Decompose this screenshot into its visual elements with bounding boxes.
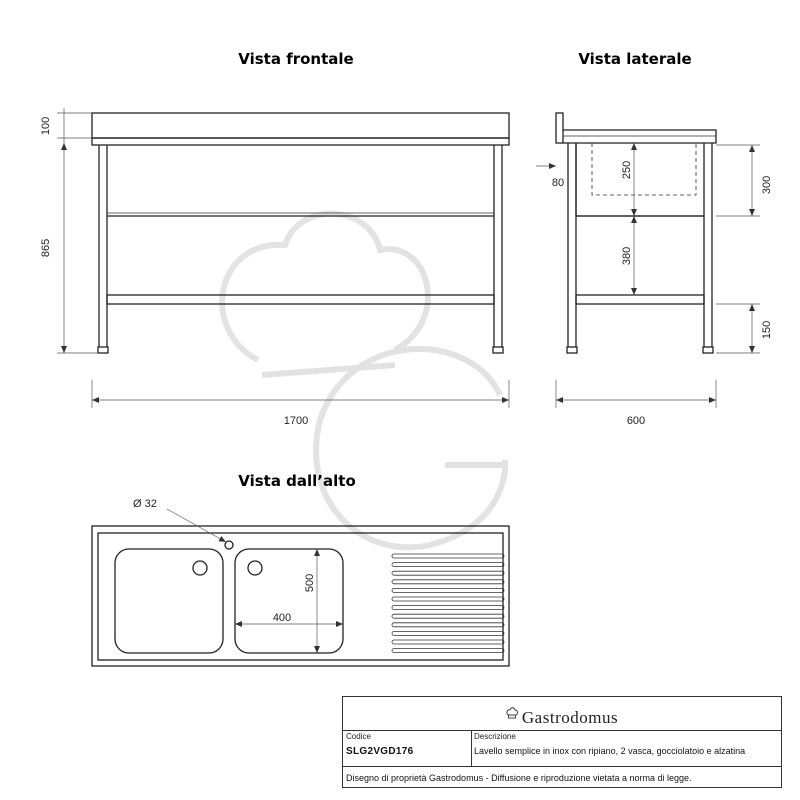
drainer-groove <box>392 631 504 635</box>
dim-side-top: 300 <box>761 175 773 195</box>
dim-side-bottom: 150 <box>761 320 773 340</box>
drainer-groove <box>392 563 504 567</box>
drainer-groove <box>392 614 504 618</box>
dim-upstand-height: 100 <box>40 116 52 136</box>
drainer-groove <box>392 571 504 575</box>
title-block-row <box>343 730 781 767</box>
dim-total-depth: 600 <box>626 415 646 427</box>
drainer-groove <box>392 588 504 592</box>
code-label: Codice <box>346 732 371 741</box>
dim-side-offset: 80 <box>551 177 565 189</box>
description-cell <box>471 730 781 766</box>
front-view <box>40 108 509 427</box>
dim-body-height: 865 <box>40 238 52 258</box>
code-cell <box>343 730 472 766</box>
drainer-groove <box>392 580 504 584</box>
drainer-groove <box>392 554 504 558</box>
ownership-notice: Disegno di proprietà Gastrodomus - Diffusione e riproduzione vietata a norma di legge. <box>346 773 692 783</box>
front-view-title: Vista frontale <box>238 50 354 68</box>
top-view-title: Vista dall’alto <box>238 472 356 490</box>
drainer-groove <box>392 649 504 653</box>
drainer-groove <box>392 606 504 610</box>
dim-bowl-length: 500 <box>304 573 316 593</box>
dim-bowl-depth: 250 <box>621 160 633 180</box>
chef-hat-icon <box>506 707 518 721</box>
dim-bowl-width: 400 <box>272 612 292 624</box>
dim-under-bowl: 380 <box>621 246 633 266</box>
title-block-logo <box>343 697 781 731</box>
top-view <box>92 498 509 666</box>
description-value: Lavello semplice in inox con ripiano, 2 vasca, gocciolatoio e alzatina <box>474 746 746 756</box>
drainer-grooves <box>392 554 504 653</box>
watermark-logo <box>222 214 505 548</box>
drainer-groove <box>392 623 504 627</box>
drainer-groove <box>392 640 504 644</box>
side-view-title: Vista laterale <box>578 50 692 68</box>
side-view <box>536 113 773 427</box>
brand-logo: Gastrodomus <box>521 707 619 727</box>
drainer-groove <box>392 597 504 601</box>
dim-total-width: 1700 <box>283 415 309 427</box>
code-value: SLG2VGD176 <box>346 746 414 757</box>
description-label: Descrizione <box>474 732 516 741</box>
title-block <box>342 696 782 788</box>
dim-tap-hole: Ø 32 <box>133 498 157 510</box>
